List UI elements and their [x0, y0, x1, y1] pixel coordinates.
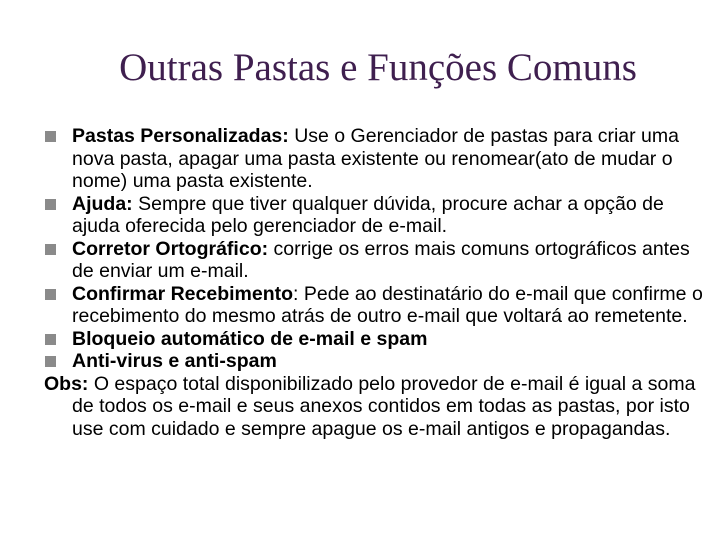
bullet-item-bloqueio-automatico: [44, 328, 708, 351]
square-bullet-icon: [45, 289, 56, 300]
square-bullet-icon: [45, 334, 56, 345]
square-bullet-icon: [45, 244, 56, 255]
square-bullet-icon: [45, 356, 56, 367]
bullet-item-ajuda: [44, 193, 708, 238]
square-bullet-icon: [45, 131, 56, 142]
bullet-text: corrige os erros mais comuns ortográficos antes de enviar um e-mail.: [72, 237, 690, 282]
obs-note: [44, 373, 708, 441]
bullet-term: Confirmar Recebimento: [72, 282, 294, 305]
bullet-text: : Pede ao destinatário do e-mail que confirme o recebimento do mesmo atrás de outro e-mail que voltará ao remetente.: [72, 282, 703, 327]
bullet-text: Sempre que tiver qualquer dúvida, procure achar a opção de ajuda oferecida pelo gerenciador de e-mail.: [72, 192, 664, 237]
slide-title: Outras Pastas e Funções Comuns: [119, 46, 637, 89]
bullet-term: Bloqueio automático de e-mail e spam: [72, 327, 428, 350]
bullet-item-corretor-ortografico: [44, 238, 708, 283]
bullet-item-confirmar-recebimento: [44, 283, 708, 328]
bullet-text: Use o Gerenciador de pastas para criar uma nova pasta, apagar uma pasta existente ou renomear(ato de mudar o nome) uma pasta existente.: [72, 125, 679, 192]
bullet-item-pastas-personalizadas: [44, 125, 708, 193]
square-bullet-icon: [45, 199, 56, 210]
obs-text: O espaço total disponibilizado pelo provedor de e-mail é igual a soma de todos os e-mail e seus anexos contidos em todas as pastas, por isto use com cuidado e sempre apague os e-mail antigos e propagandas.: [72, 372, 696, 440]
bullet-term: Ajuda:: [72, 192, 133, 215]
bullet-term: Anti-virus e anti-spam: [72, 350, 277, 372]
bullet-item-anti-virus: [44, 350, 708, 373]
slide-content: [44, 125, 708, 440]
obs-label: Obs:: [44, 372, 89, 395]
bullet-term: Corretor Ortográfico:: [72, 237, 269, 260]
bullet-term: Pastas Personalizadas:: [72, 125, 289, 147]
